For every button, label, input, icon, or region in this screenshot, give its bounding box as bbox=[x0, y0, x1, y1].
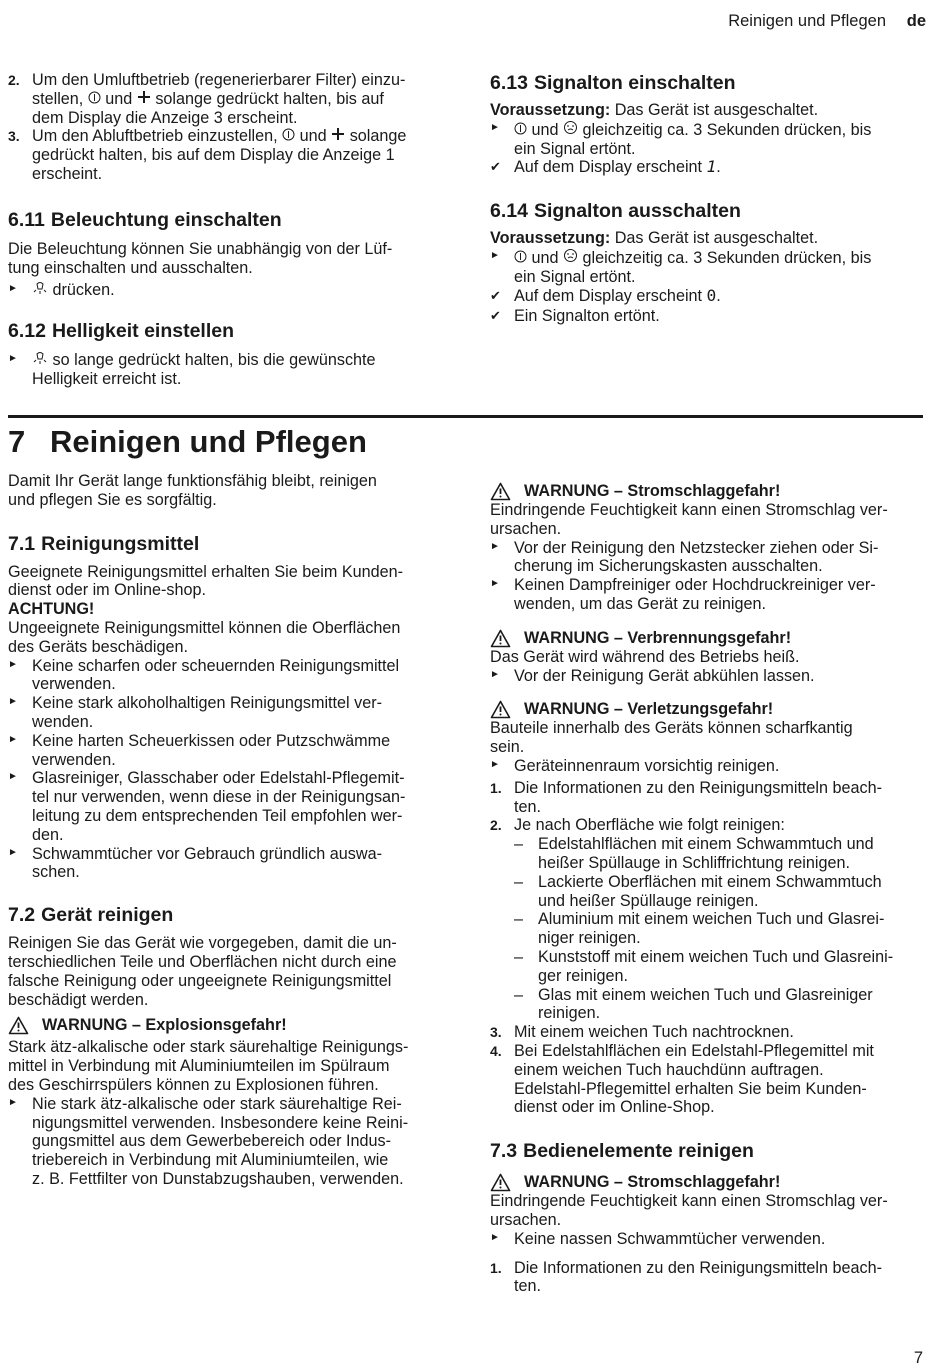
action-arrow-icon: ► bbox=[8, 283, 18, 295]
light-icon bbox=[32, 351, 48, 370]
paragraph-line: Geeignete Reinigungsmittel erhalten Sie beim Kunden- bbox=[8, 562, 404, 581]
action-text: ein Signal ertönt. bbox=[514, 139, 636, 158]
chapter-divider bbox=[8, 415, 923, 418]
result-item bbox=[490, 287, 930, 306]
sub-item-text: niger reinigen. bbox=[538, 929, 641, 948]
action-item bbox=[8, 769, 448, 844]
action-arrow-icon: ► bbox=[490, 540, 500, 552]
step-text: ten. bbox=[514, 797, 542, 816]
action-arrow-icon: ► bbox=[8, 696, 18, 708]
step-text: solange gedrückt halten, bis auf bbox=[155, 89, 384, 108]
plus-icon bbox=[137, 90, 151, 109]
action-item bbox=[8, 732, 448, 770]
paragraph-line: ursachen. bbox=[490, 1210, 562, 1229]
action-text: triebereich in Verbindung mit Aluminiumteilen, wie bbox=[32, 1151, 389, 1170]
warning-icon bbox=[490, 482, 511, 501]
section-heading-7-3: 7.3 Bedienelemente reinigen bbox=[490, 1140, 754, 1163]
step-text: ten. bbox=[514, 1277, 542, 1296]
sub-item-text: ger reinigen. bbox=[538, 966, 628, 985]
warning-icon bbox=[490, 700, 511, 719]
step-item bbox=[490, 1042, 930, 1117]
sub-item-text: heißer Spüllauge in Schliffrichtung reinigen. bbox=[538, 853, 850, 872]
action-list bbox=[490, 757, 930, 776]
result-text: . bbox=[716, 158, 721, 177]
sub-item-text: Lackierte Oberflächen mit einem Schwammtuch bbox=[538, 872, 882, 891]
step-text: Bei Edelstahlflächen ein Edelstahl-Pflegemittel mit bbox=[514, 1041, 874, 1060]
warning-heading: WARNUNG – Stromschlaggefahr! bbox=[490, 482, 930, 501]
step-text: stellen, bbox=[32, 89, 84, 108]
action-arrow-icon: ► bbox=[8, 1096, 18, 1108]
paragraph-line: mittel in Verbindung mit Aluminiumteilen im Spülraum bbox=[8, 1057, 390, 1076]
warning-heading: WARNUNG – Explosionsgefahr! bbox=[8, 1016, 448, 1035]
paragraph-line: Stark ätz-alkalische oder stark säurehaltige Reinigungs- bbox=[8, 1038, 409, 1057]
warning-heading: WARNUNG – Stromschlaggefahr! bbox=[490, 1173, 930, 1192]
paragraph-line: Reinigen Sie das Gerät wie vorgegeben, damit die un- bbox=[8, 934, 397, 953]
dash-marker: – bbox=[514, 910, 524, 929]
power-icon bbox=[514, 249, 527, 268]
step-text: und bbox=[299, 127, 327, 146]
result-item bbox=[490, 158, 930, 177]
result-text: Ein Signalton ertönt. bbox=[514, 307, 660, 326]
warning-icon bbox=[490, 1173, 511, 1192]
result-text: . bbox=[716, 286, 721, 305]
action-list bbox=[8, 657, 448, 883]
top-right-column bbox=[490, 71, 930, 326]
action-text: tel nur verwenden, wenn diese in der Reinigungsan- bbox=[32, 788, 406, 807]
paragraph-line: Bauteile innerhalb des Geräts können scharfkantig bbox=[490, 719, 853, 738]
dash-marker: – bbox=[514, 947, 524, 966]
action-list bbox=[490, 667, 930, 686]
action-item bbox=[490, 667, 930, 686]
step-list bbox=[490, 1023, 930, 1117]
action-text: Vor der Reinigung den Netzstecker ziehen oder Si- bbox=[514, 538, 879, 557]
action-text: so lange gedrückt halten, bis die gewünschte bbox=[52, 351, 376, 370]
paragraph bbox=[8, 619, 448, 657]
action-arrow-icon: ► bbox=[8, 658, 18, 670]
sub-list bbox=[490, 835, 930, 1023]
action-text: gleichzeitig ca. 3 Sekunden drücken, bis bbox=[582, 120, 872, 139]
step-text: Die Informationen zu den Reinigungsmitteln beach- bbox=[514, 1258, 883, 1277]
action-text: den. bbox=[32, 825, 64, 844]
sub-item bbox=[490, 835, 930, 873]
action-item bbox=[490, 248, 930, 287]
paragraph bbox=[490, 648, 930, 667]
paragraph-line: Ungeeignete Reinigungsmittel können die Oberflächen bbox=[8, 618, 401, 637]
action-text: gleichzeitig ca. 3 Sekunden drücken, bis bbox=[582, 248, 872, 267]
action-arrow-icon: ► bbox=[490, 668, 500, 680]
action-arrow-icon: ► bbox=[8, 846, 18, 858]
paragraph-line: Das Gerät wird während des Betriebs heiß. bbox=[490, 647, 800, 666]
action-text: Vor der Reinigung Gerät abkühlen lassen. bbox=[514, 666, 815, 685]
action-text: Helligkeit erreicht ist. bbox=[32, 369, 182, 388]
action-text: und bbox=[531, 248, 559, 267]
paragraph-line: beschädigt werden. bbox=[8, 990, 149, 1009]
action-item bbox=[8, 694, 448, 732]
chapter-title: 7 Reinigen und Pflegen bbox=[8, 424, 367, 459]
action-text: und bbox=[531, 120, 559, 139]
paragraph-line: ursachen. bbox=[490, 519, 562, 538]
action-text: verwenden. bbox=[32, 675, 116, 694]
action-item bbox=[490, 120, 930, 159]
action-item bbox=[490, 757, 930, 776]
paragraph-line: des Geräts beschädigen. bbox=[8, 637, 188, 656]
action-item bbox=[490, 1230, 930, 1249]
dash-marker: – bbox=[514, 835, 524, 854]
action-list bbox=[490, 539, 930, 614]
section-heading-6-12: 6.12 Helligkeit einstellen bbox=[8, 320, 235, 343]
section-heading-7-1: 7.1 Reinigungsmittel bbox=[8, 532, 200, 555]
action-text: wenden, um das Gerät zu reinigen. bbox=[514, 594, 766, 613]
display-value: 1 bbox=[706, 157, 717, 177]
action-text: gungsmittel aus dem Gewerbebereich oder Indus- bbox=[32, 1132, 392, 1151]
section-heading-6-11: 6.11 Beleuchtung einschalten bbox=[8, 208, 282, 231]
action-text: Geräteinnenraum vorsichtig reinigen. bbox=[514, 756, 780, 775]
step-text: Je nach Oberfläche wie folgt reinigen: bbox=[514, 816, 785, 835]
action-arrow-icon: ► bbox=[490, 121, 500, 133]
warning-icon bbox=[8, 1016, 29, 1035]
step-text: Mit einem weichen Tuch nachtrocknen. bbox=[514, 1023, 794, 1042]
paragraph-line: und pflegen Sie es sorgfältig. bbox=[8, 490, 217, 509]
step-item bbox=[490, 779, 930, 817]
step-text: Um den Umluftbetrieb (regenerierbarer Filter) einzu- bbox=[32, 71, 406, 89]
step-number: 3. bbox=[490, 1024, 502, 1041]
action-arrow-icon: ► bbox=[8, 771, 18, 783]
step-text: dem Display die Anzeige 3 erscheint. bbox=[32, 108, 298, 127]
step-item bbox=[490, 1023, 930, 1042]
result-item bbox=[490, 307, 930, 326]
action-list bbox=[8, 1095, 448, 1189]
step-text: einem weichen Tuch hauchdünn auftragen. bbox=[514, 1060, 824, 1079]
action-text: cherung im Sicherungskasten ausschalten. bbox=[514, 557, 823, 576]
action-item bbox=[8, 845, 448, 883]
power-icon bbox=[88, 90, 101, 109]
action-text: schen. bbox=[32, 863, 80, 882]
power-icon bbox=[282, 127, 295, 146]
action-text: Nie stark ätz-alkalische oder stark säurehaltige Rei- bbox=[32, 1094, 402, 1113]
check-icon: ✔ bbox=[490, 308, 501, 324]
sub-item-text: Kunststoff mit einem weichen Tuch und Glasreini- bbox=[538, 947, 894, 966]
step-list bbox=[490, 779, 930, 835]
section-heading-7-2: 7.2 Gerät reinigen bbox=[8, 904, 174, 927]
action-text: Keine scharfen oder scheuernden Reinigungsmittel bbox=[32, 656, 400, 675]
step-number: 1. bbox=[490, 779, 502, 796]
paragraph: Die Beleuchtung können Sie unabhängig von der Lüf- bbox=[8, 239, 393, 258]
action-text: Keine harten Scheuerkissen oder Putzschwämme bbox=[32, 731, 391, 750]
action-arrow-icon: ► bbox=[8, 733, 18, 745]
plus-icon bbox=[331, 127, 345, 146]
warning-heading: WARNUNG – Verbrennungsgefahr! bbox=[490, 629, 930, 648]
action-text: leitung zu dem entsprechenden Teil empfohlen wer- bbox=[32, 806, 403, 825]
step-item bbox=[490, 1259, 930, 1297]
step-text: und bbox=[105, 89, 133, 108]
step-number: 1. bbox=[490, 1259, 502, 1276]
dash-marker: – bbox=[514, 872, 524, 891]
action-item bbox=[490, 576, 930, 614]
action-item bbox=[8, 1095, 448, 1189]
action-text: Keine stark alkoholhaltigen Reinigungsmittel ver- bbox=[32, 694, 383, 713]
step-2 bbox=[8, 71, 448, 127]
action-item bbox=[8, 351, 448, 389]
result-text: Auf dem Display erscheint bbox=[514, 286, 703, 305]
auto-mode-icon bbox=[563, 120, 578, 140]
paragraph-line: Eindringende Feuchtigkeit kann einen Stromschlag ver- bbox=[490, 501, 888, 519]
header-language: de bbox=[906, 12, 926, 30]
paragraph bbox=[490, 501, 930, 539]
precondition: Voraussetzung: Das Gerät ist ausgeschaltet. bbox=[490, 229, 819, 248]
warning-icon bbox=[490, 629, 511, 648]
paragraph-line: Damit Ihr Gerät lange funktionsfähig bleibt, reinigen bbox=[8, 472, 377, 490]
step-3 bbox=[8, 127, 448, 183]
action-arrow-icon: ► bbox=[8, 353, 18, 365]
section-heading-6-14: 6.14 Signalton ausschalten bbox=[490, 200, 741, 223]
step-text: erscheint. bbox=[32, 164, 103, 183]
intro-paragraph bbox=[8, 472, 448, 510]
action-item bbox=[490, 539, 930, 577]
action-arrow-icon: ► bbox=[490, 1231, 500, 1243]
step-item bbox=[490, 816, 930, 835]
paragraph-line: falsche Reinigung oder ungeeignete Reinigungsmittel bbox=[8, 971, 392, 990]
action-item bbox=[8, 281, 448, 300]
step-text: solange bbox=[349, 127, 407, 146]
sub-item-text: und heißer Spüllauge reinigen. bbox=[538, 891, 759, 910]
light-icon bbox=[32, 281, 48, 300]
paragraph bbox=[490, 719, 930, 757]
sub-item-text: Glas mit einem weichen Tuch und Glasreiniger bbox=[538, 985, 873, 1004]
step-text: Die Informationen zu den Reinigungsmitteln beach- bbox=[514, 778, 883, 797]
left-column bbox=[8, 472, 448, 1189]
paragraph-line: Eindringende Feuchtigkeit kann einen Stromschlag ver- bbox=[490, 1192, 888, 1211]
sub-item bbox=[490, 986, 930, 1024]
action-text: Glasreiniger, Glasschaber oder Edelstahl-Pflegemit- bbox=[32, 769, 405, 788]
paragraph-line: des Geschirrspülers können zu Explosionen führen. bbox=[8, 1075, 379, 1094]
step-number: 4. bbox=[490, 1042, 502, 1059]
sub-item-text: Aluminium mit einem weichen Tuch und Glasrei- bbox=[538, 910, 885, 929]
power-icon bbox=[514, 121, 527, 140]
precondition: Voraussetzung: Das Gerät ist ausgeschaltet. bbox=[490, 101, 819, 119]
action-text: drücken. bbox=[52, 281, 115, 300]
paragraph bbox=[490, 1192, 930, 1230]
auto-mode-icon bbox=[563, 248, 578, 268]
action-text: ein Signal ertönt. bbox=[514, 267, 636, 286]
action-arrow-icon: ► bbox=[490, 758, 500, 770]
step-number: 3. bbox=[8, 128, 20, 145]
step-text: dienst oder im Online-Shop. bbox=[514, 1098, 715, 1117]
dash-marker: – bbox=[514, 985, 524, 1004]
sub-item bbox=[490, 910, 930, 948]
check-icon: ✔ bbox=[490, 159, 501, 175]
action-text: verwenden. bbox=[32, 750, 116, 769]
sub-item-text: reinigen. bbox=[538, 1004, 601, 1023]
header-section-title: Reinigen und Pflegen bbox=[728, 12, 886, 30]
step-number: 2. bbox=[490, 817, 502, 834]
check-icon: ✔ bbox=[490, 287, 501, 303]
paragraph bbox=[8, 1038, 448, 1094]
result-text: Auf dem Display erscheint bbox=[514, 158, 703, 177]
paragraph: tung einschalten und ausschalten. bbox=[8, 258, 253, 277]
action-text: Keinen Dampfreiniger oder Hochdruckreiniger ver- bbox=[514, 576, 876, 595]
step-number: 2. bbox=[8, 72, 20, 88]
paragraph bbox=[8, 934, 448, 1009]
sub-item bbox=[490, 948, 930, 986]
step-text: gedrückt halten, bis auf dem Display die Anzeige 1 bbox=[32, 146, 395, 165]
sub-item-text: Edelstahlflächen mit einem Schwammtuch und bbox=[538, 835, 874, 854]
right-column bbox=[490, 482, 930, 1296]
action-text: Schwammtücher vor Gebrauch gründlich auswa- bbox=[32, 844, 382, 863]
step-list bbox=[490, 1259, 930, 1297]
sub-item bbox=[490, 873, 930, 911]
paragraph bbox=[8, 563, 448, 601]
action-text: Keine nassen Schwammtücher verwenden. bbox=[514, 1229, 826, 1248]
notice-label: ACHTUNG! bbox=[8, 600, 95, 619]
action-item bbox=[8, 657, 448, 695]
warning-heading: WARNUNG – Verletzungsgefahr! bbox=[490, 700, 930, 719]
section-heading-6-13: 6.13 Signalton einschalten bbox=[490, 72, 736, 94]
display-value: 0 bbox=[706, 285, 717, 305]
paragraph-line: sein. bbox=[490, 738, 525, 757]
action-text: nigungsmittel verwenden. Insbesondere keine Reini- bbox=[32, 1113, 409, 1132]
action-arrow-icon: ► bbox=[490, 249, 500, 261]
step-text: Edelstahl-Pflegemittel erhalten Sie beim Kunden- bbox=[514, 1079, 867, 1098]
step-text: Um den Abluftbetrieb einzustellen, bbox=[32, 127, 278, 146]
page-number: 7 bbox=[913, 1349, 923, 1367]
action-text: wenden. bbox=[32, 712, 94, 731]
action-text: z. B. Fettfilter von Dunstabzugshauben, verwenden. bbox=[32, 1169, 404, 1188]
paragraph-line: dienst oder im Online-shop. bbox=[8, 581, 206, 600]
paragraph-line: terschiedlichen Teile und Oberflächen nicht durch eine bbox=[8, 952, 397, 971]
top-left-column bbox=[8, 71, 448, 389]
action-arrow-icon: ► bbox=[490, 578, 500, 590]
